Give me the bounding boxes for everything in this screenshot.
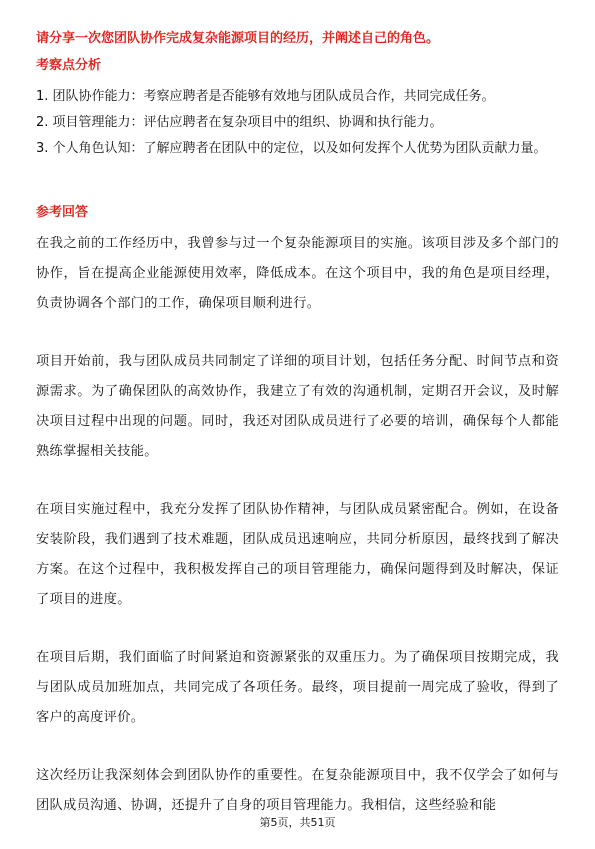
analysis-list (36, 84, 566, 162)
answer-paragraph: 在项目后期，我们面临了时间紧迫和资源紧张的双重压力。为了确保项目按期完成，我与团队成员加班加点，共同完成了各项任务。最终，项目提前一周完成了验收，得到了客户的高度评价。 (36, 650, 559, 725)
answer-paragraph: 这次经历让我深刻体会到团队协作的重要性。在复杂能源项目中，我不仅学会了如何与团队成员沟通、协调，还提升了自身的项目管理能力。我相信，这些经验和能 (36, 768, 559, 813)
answer-paragraph: 在项目实施过程中，我充分发挥了团队协作精神，与团队成员紧密配合。例如，在设备安装阶段，我们遇到了技术难题，团队成员迅速响应，共同分析原因，最终找到了解决方案。在这个过程中，我积极发挥自己的项目管理能力，确保问题得到及时解决，保证了项目的进度。 (36, 502, 559, 607)
page-number: 第5页，共51页 (259, 816, 336, 829)
answer-title: 参考回答 (36, 205, 89, 220)
analysis-point: 1. 团队协作能力：考察应聘者是否能够有效地与团队成员合作，共同完成任务。 (36, 89, 495, 104)
analysis-point: 2. 项目管理能力：评估应聘者在复杂项目中的组织、协调和执行能力。 (36, 115, 443, 130)
answer-body (36, 229, 559, 849)
answer-paragraph: 在我之前的工作经历中，我曾参与过一个复杂能源项目的实施。该项目涉及多个部门的协作，旨在提高企业能源使用效率，降低成本。在这个项目中，我的角色是项目经理，负责协调各个部门的工作，确保项目顺利进行。 (36, 236, 559, 311)
analysis-point: 3. 个人角色认知：了解应聘者在团队中的定位，以及如何发挥个人优势为团队贡献力量。 (36, 141, 547, 156)
answer-paragraph: 项目开始前，我与团队成员共同制定了详细的项目计划，包括任务分配、时间节点和资源需求。为了确保团队的高效协作，我建立了有效的沟通机制，定期召开会议，及时解决项目过程中出现的问题。同时，我还对团队成员进行了必要的培训，确保每个人都能熟练掌握相关技能。 (36, 354, 559, 459)
analysis-title: 考察点分析 (36, 58, 102, 73)
question-heading: 请分享一次您团队协作完成复杂能源项目的经历，并阐述自己的角色。 (36, 31, 440, 46)
